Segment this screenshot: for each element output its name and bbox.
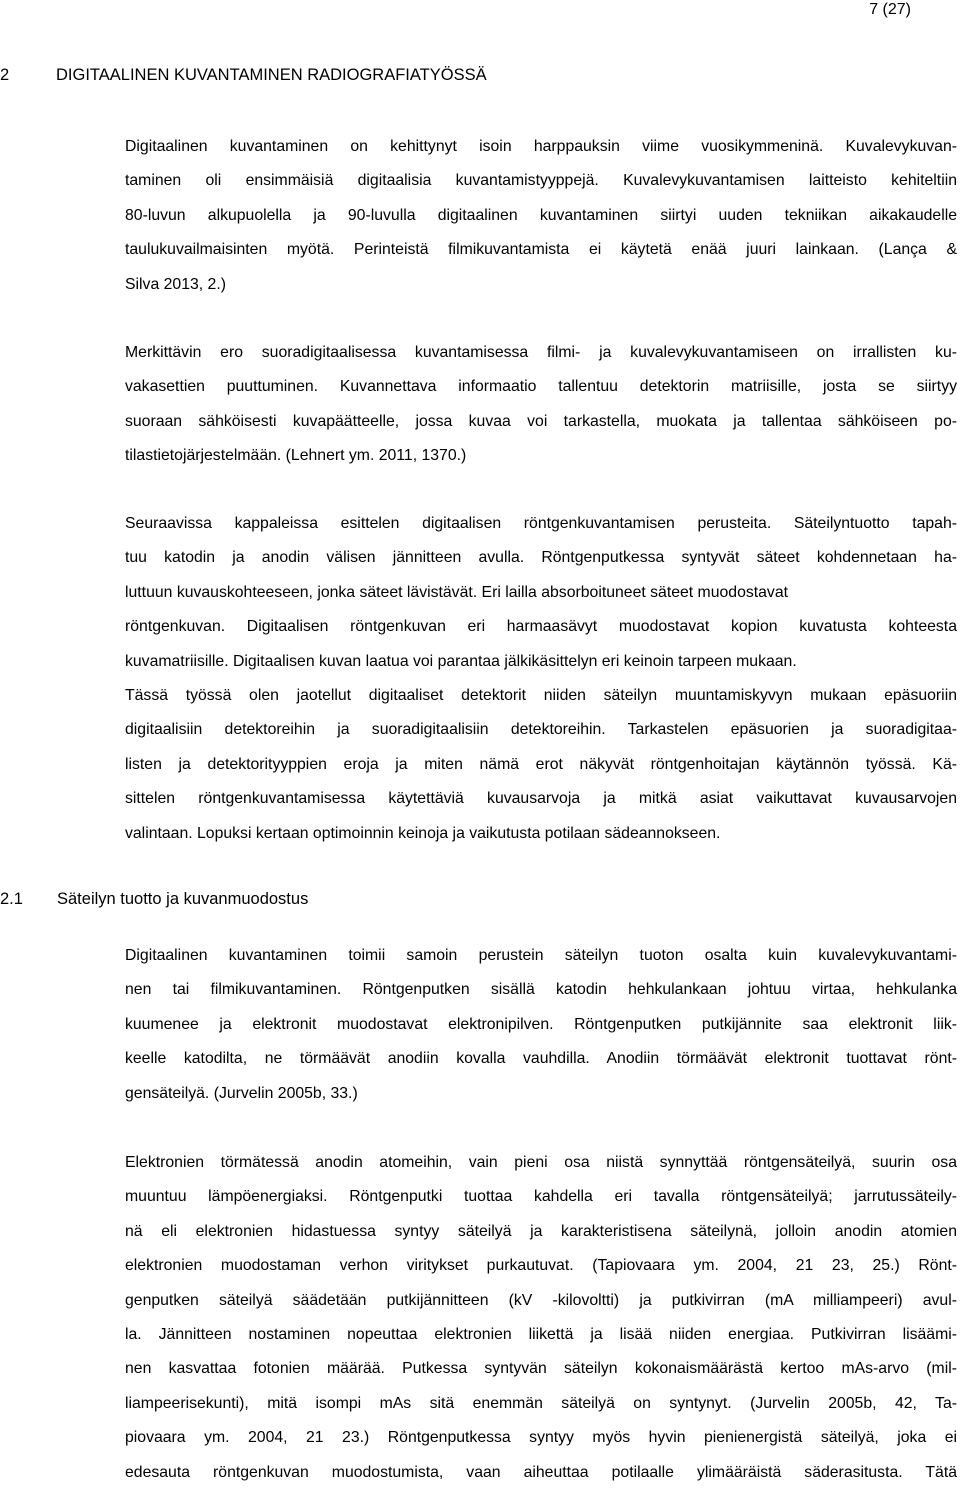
text-line: piovaara ym. 2004, 21 23.) Röntgenputkessa syntyy myös hyvin pienienergistä säteilyä, joka ei [125, 1429, 957, 1447]
text-line: listen ja detektorityyppien eroja ja miten nämä erot näkyvät röntgenhoitajan käytännön työssä. Kä- [125, 755, 957, 773]
text-line: Digitaalinen kuvantaminen on kehittynyt isoin harppauksin viime vuosikymmeninä. Kuvalevykuvan- [125, 138, 957, 155]
text-line: luttuun kuvauskohteeseen, jonka säteet lävistävät. Eri lailla absorboituneet säteet muodostavat [125, 583, 788, 601]
text-line: nen kasvattaa fotonien määrää. Putkessa syntyvän säteilyn kokonaismäärästä kertoo mAs-arvo (mil- [125, 1360, 957, 1378]
paragraph-5 [125, 1146, 957, 1490]
text-line: vakasettien puuttuminen. Kuvannettava informaatio tallentuu detektorin matriisille, josta se siirtyy [125, 378, 957, 396]
paragraph-2 [125, 336, 957, 474]
text-line: keelle katodilta, ne törmäävät anodiin kovalla vauhdilla. Anodiin törmäävät elektronit tuottavat rönt- [125, 1050, 957, 1068]
text-line: tuu katodin ja anodin välisen jännitteen avulla. Röntgenputkessa syntyvät säteet kohdennetaan ha- [125, 549, 957, 567]
text-line: röntgenkuvan. Digitaalisen röntgenkuvan eri harmaasävyt muodostavat kopion kuvatusta kohteesta [125, 618, 957, 636]
text-line: digitaalisiin detektoreihin ja suoradigitaalisiin detektoreihin. Tarkastelen epäsuorien ja suoradigitaa- [125, 721, 957, 739]
text-line: elektronien muodostaman verhon viritykset purkautuvat. (Tapiovaara ym. 2004, 21 23, 25.) Rönt- [125, 1257, 957, 1275]
text-line: liampeerisekunti), mitä isompi mAs sitä enemmän säteilyä on syntynyt. (Jurvelin 2005b, 42, Ta- [125, 1394, 957, 1412]
text-line: taulukuvailmaisinten myötä. Perinteistä filmikuvantamista ei käytetä enää juuri lainkaan. (Lança & [125, 241, 957, 259]
text-line: nä eli elektronien hidastuessa syntyy säteilyä ja karakteristisena säteilynä, jolloin anodin atomien [125, 1222, 957, 1240]
text-line: muuntuu lämpöenergiaksi. Röntgenputki tuottaa kahdella eri tavalla röntgensäteilyä; jarrutussäteily- [125, 1188, 957, 1206]
text-line: Tässä työssä olen jaotellut digitaaliset detektorit niiden säteilyn muuntamiskyvyn mukaan epäsuoriin [125, 687, 957, 705]
text-line: Elektronien törmätessä anodin atomeihin, vain pieni osa niistä synnyttää röntgensäteilyä, suurin osa [125, 1154, 957, 1171]
text-line: taminen oli ensimmäisiä digitaalisia kuvantamistyyppejä. Kuvalevykuvantamisen laitteisto kehiteltiin [125, 172, 957, 190]
subsection-number: 2.1 [0, 890, 23, 908]
text-line: Merkittävin ero suoradigitaalisessa kuvantamisessa filmi- ja kuvalevykuvantamiseen on irrallisten ku- [125, 344, 957, 361]
text-line: genputken säteilyä säädetään putkijännitteen (kV -kilovoltti) ja putkivirran (mA milliampeeri) avul- [125, 1291, 957, 1309]
page-number: 7 (27) [869, 1, 911, 18]
text-line: gensäteilyä. (Jurvelin 2005b, 33.) [125, 1084, 358, 1102]
section-number: 2 [0, 66, 10, 84]
text-line: edesauta röntgenkuvan muodostumista, vaan aiheuttaa potilaalle ylimääräistä säderasitusta. Tätä [125, 1463, 957, 1481]
text-line: Digitaalinen kuvantaminen toimii samoin perustein säteilyn tuoton osalta kuin kuvalevykuvantami- [125, 947, 957, 964]
text-line: tilastietojärjestelmään. (Lehnert ym. 2011, 1370.) [125, 447, 467, 465]
paragraph-3 [125, 507, 957, 851]
subsection-title: Säteilyn tuotto ja kuvanmuodostus [57, 890, 309, 908]
text-line: Silva 2013, 2.) [125, 275, 226, 293]
text-line: nen tai filmikuvantaminen. Röntgenputken sisällä katodin hehkulankaan johtuu virtaa, hehkulanka [125, 981, 957, 999]
text-line: Seuraavissa kappaleissa esittelen digitaalisen röntgenkuvantamisen perusteita. Säteilyntuotto tapah- [125, 515, 957, 532]
text-line: suoraan sähköisesti kuvapäätteelle, jossa kuvaa voi tarkastella, muokata ja tallentaa sähköiseen po- [125, 412, 957, 430]
text-line: kuvamatriisille. Digitaalisen kuvan laatua voi parantaa jälkikäsittelyn eri keinoin tarpeen mukaan. [125, 652, 797, 670]
section-title: DIGITAALINEN KUVANTAMINEN RADIOGRAFIATYÖSSÄ [56, 66, 487, 84]
text-line: sittelen röntgenkuvantamisessa käytettäviä kuvausarvoja ja mitkä asiat vaikuttavat kuvausarvojen [125, 790, 957, 808]
text-line: kuumenee ja elektronit muodostavat elektronipilven. Röntgenputken putkijännite saa elektronit liik- [125, 1015, 957, 1033]
text-line: 80-luvun alkupuolella ja 90-luvulla digitaalinen kuvantaminen siirtyi uuden tekniikan aikakaudelle [125, 206, 957, 224]
paragraph-4 [125, 939, 957, 1111]
text-line: valintaan. Lopuksi kertaan optimoinnin keinoja ja vaikutusta potilaan sädeannokseen. [125, 824, 721, 842]
paragraph-1 [125, 130, 957, 302]
text-line: la. Jännitteen nostaminen nopeuttaa elektronien liikettä ja lisää niiden energiaa. Putkivirran lisäämi- [125, 1326, 957, 1344]
